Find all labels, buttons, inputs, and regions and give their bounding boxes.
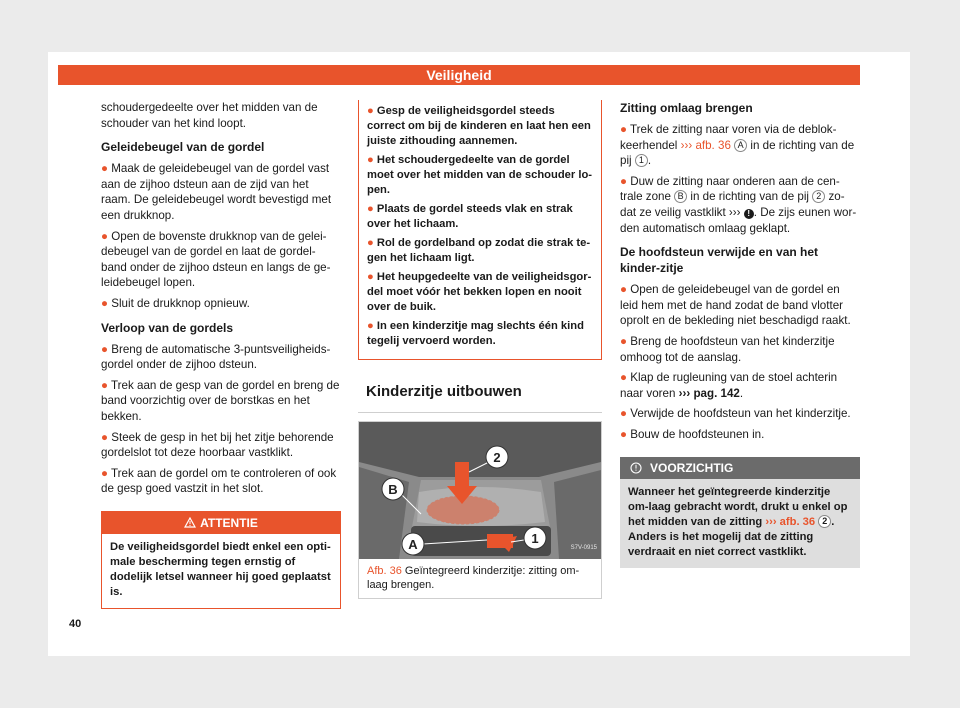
bullet: ● Steek de gesp in het bij het zitje behorende gordelslot tot deze hoorbaar vastklikt. [101, 430, 334, 460]
warning-bullet: ● In een kinderzitje mag slechts één kind tegelij vervoerd worden. [367, 320, 584, 347]
bullet: ● Sluit de drukknop opnieuw. [101, 296, 250, 310]
callout-marker: 2 [818, 515, 831, 528]
bullet-icon: ● [101, 430, 112, 444]
warning-bullet: ● Het schoudergedeelte van de gordel moet over het midden van de schouder lo-pen. [367, 154, 593, 196]
bullet: ● Maak de geleidebeugel van de gordel vast aan de zijhoo dsteun aan de zijd van het raam. De geleidebeugel wordt bevestigd met een drukknop. [101, 162, 332, 222]
bullet-icon: ● [620, 283, 631, 297]
bullet: ● Breng de automatische 3-puntsveiligheids-gordel onder de zijhoo dsteun. [101, 342, 331, 372]
bullet-icon: ● [101, 342, 112, 356]
figure-ref: Afb. 36 [367, 564, 402, 577]
column-1 [101, 100, 341, 609]
bullet: ● Bouw de hoofdsteunen in. [620, 427, 765, 441]
column-3 [620, 100, 860, 568]
svg-text:1: 1 [531, 530, 539, 546]
armrest-seat-illustration [359, 422, 601, 559]
bullet-icon: ● [620, 371, 631, 385]
caution-text: Wanneer het geïntegreerde kinderzitje om-laag gebracht wordt, drukt u enkel op het midden van de zitting ››› afb. 36 2 . Anders is het mogelij dat de zitting verdraait en niet correct vastklikt. [628, 486, 848, 559]
svg-text:2: 2 [493, 449, 501, 465]
bullet-icon: ● [101, 378, 112, 392]
callout-marker: A [734, 139, 747, 152]
bullet: ● Trek aan de gesp van de gordel en breng de band voorzichtig over de borstkas en het bekken. [101, 378, 340, 423]
bullet-icon: ● [367, 105, 377, 117]
bullet: ● Duw de zitting naar onderen aan de cen-trale zone B in de richting van de pij 2 zo-dat ze veilig vastklikt ››› ! . De zijs eunen wor-den automatisch omlaag geklapt. [620, 174, 857, 235]
caution-box [620, 457, 860, 569]
bullet-icon: ● [101, 296, 112, 310]
intro-text: schoudergedeelte over het midden van de schouder van het kind loopt. [101, 101, 318, 130]
warning-bullet: ● Rol de gordelband op zodat die strak te-gen het lichaam ligt. [367, 237, 591, 264]
bullet-icon: ● [367, 320, 377, 332]
callout-marker: 2 [812, 190, 825, 203]
callout-marker: B [674, 190, 687, 203]
info-circle-icon [630, 462, 642, 474]
chapter-title: Kinderzitje uitbouwen [366, 383, 522, 400]
bullet-icon: ● [620, 334, 631, 348]
cross-ref-link[interactable]: ››› afb. 36 [765, 516, 816, 529]
header-bar [58, 65, 860, 85]
bullet-icon: ● [367, 237, 377, 249]
warning-continued-box [358, 100, 602, 360]
heading-routing: Verloop van de gordels [101, 320, 234, 335]
callout-B [382, 478, 404, 500]
warning-bullet: ● Plaats de gordel steeds vlak en strak over het lichaam. [367, 203, 573, 230]
bullet-icon: ● [367, 154, 377, 166]
cross-ref-link[interactable]: afb. 36 [695, 138, 731, 152]
bullet: ● Trek de zitting naar voren via de deblok-keerhendel ››› afb. 36 A in de richting van de pij 1 . [620, 123, 855, 168]
callout-marker: 1 [635, 154, 648, 167]
callout-2 [486, 446, 508, 468]
bullet-icon: ● [101, 229, 112, 243]
warning-header: ATTENTIE [102, 512, 340, 535]
bullet: ● Klap de rugleuning van de stoel achterin naar voren ››› pag. 142. [620, 371, 838, 400]
svg-text:A: A [408, 536, 418, 552]
bullet-icon: ● [101, 466, 112, 480]
bullet: ● Open de geleidebeugel van de gordel en leid hem met de hand zodat de band vlotter oprolt en de bekleding niet beschadigd raakt. [620, 283, 851, 328]
heading-lower-seat: Zitting omlaag brengen [620, 101, 753, 115]
warning-text: De veiligheidsgordel biedt enkel een opti-male bescherming tegen ernstig of dodelijk letsel wanneer hij goed geplaatst is. [110, 541, 331, 599]
bullet-icon: ● [620, 123, 631, 136]
caution-header: VOORZICHTIG [620, 457, 860, 480]
bullet-icon: ● [620, 407, 631, 421]
warning-triangle-icon [184, 517, 196, 528]
figure-caption [359, 559, 601, 598]
bullet-icon: ● [367, 271, 377, 283]
warning-box [101, 511, 341, 610]
callout-A [402, 533, 424, 555]
page-ref-link[interactable]: ››› pag. 142 [678, 386, 740, 400]
figure [358, 421, 602, 599]
column-2 [358, 100, 602, 599]
bullet-icon: ● [367, 203, 377, 215]
figure-code: S7V-0915 [570, 545, 597, 551]
cross-ref-arrows[interactable]: ››› [728, 205, 741, 219]
bullet-icon: ● [101, 162, 112, 176]
bullet-icon: ● [620, 427, 631, 441]
divider [358, 412, 602, 413]
figure-image [359, 422, 601, 559]
warning-bullet: ● Het heupgedeelte van de veiligheidsgor-del moet vóór het bekken lopen en nooit over de buik. [367, 271, 592, 313]
bullet: ● Trek aan de gordel om te controleren of ook de gesp goed vastzit in het slot. [101, 466, 337, 496]
svg-text:B: B [388, 481, 398, 497]
bullet: ● Verwijde de hoofdsteun van het kinderzitje. [620, 407, 851, 421]
figure-caption-text: Geïntegreerd kinderzitje: zitting om-laag brengen. [367, 564, 580, 591]
cross-ref-arrows[interactable]: ››› [680, 138, 693, 152]
bullet: ● Breng de hoofdsteun van het kinderzitje omhoog tot de aanslag. [620, 334, 835, 364]
section-title: Veiligheid [426, 67, 492, 83]
heading-guide: Geleidebeugel van de gordel [101, 140, 265, 155]
bullet-icon: ● [620, 174, 631, 188]
heading-headrest: De hoofdsteun verwijde en van het kinder-zitje [620, 245, 819, 276]
warning-bullet: ● Gesp de veiligheidsgordel steeds correct om bij de kinderen en laat hen een juiste zithouding aannemen. [367, 105, 591, 147]
bullet: ● Open de bovenste drukknop van de gelei-debeugel van de gordel en laat de gordel-band onder de zijhoo dsteun en langs de ge-leidebeugel lopen. [101, 229, 331, 290]
callout-1 [524, 527, 546, 549]
page-number: 40 [69, 618, 82, 630]
exclamation-icon: ! [744, 209, 754, 219]
